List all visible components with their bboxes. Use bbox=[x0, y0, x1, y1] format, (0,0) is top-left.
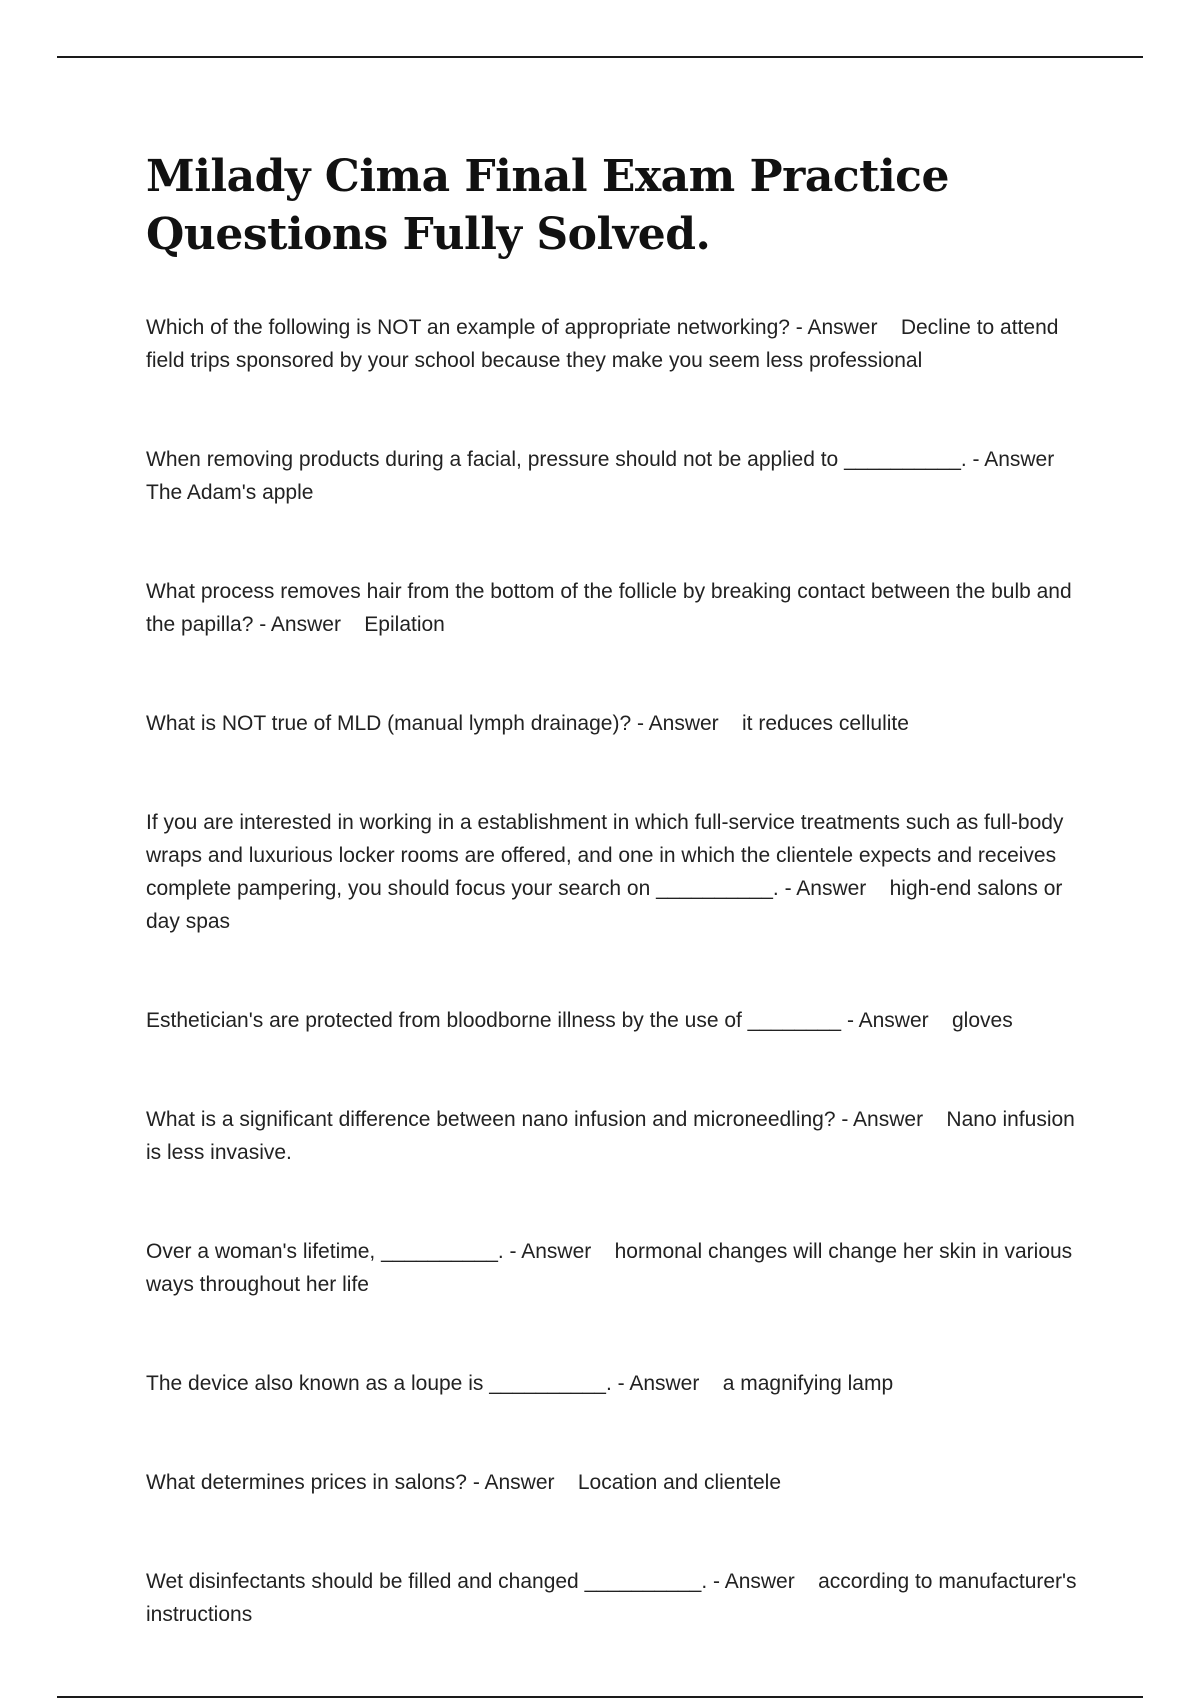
question-text: What is NOT true of MLD (manual lymph drainage)? - Answer bbox=[146, 712, 719, 735]
bottom-rule bbox=[57, 1696, 1143, 1698]
question-text: Over a woman's lifetime, __________. - Answer bbox=[146, 1240, 592, 1263]
qa-item bbox=[146, 1235, 1086, 1301]
answer-text: Nano infusion is less invasive. bbox=[146, 1108, 1081, 1164]
answer-text: Epilation bbox=[364, 613, 445, 636]
qa-item bbox=[146, 1103, 1086, 1169]
qa-item bbox=[146, 1565, 1086, 1631]
question-text: Esthetician's are protected from bloodborne illness by the use of ________ - Answer bbox=[146, 1009, 929, 1032]
answer-text: it reduces cellulite bbox=[742, 712, 909, 735]
answer-text: Location and clientele bbox=[577, 1471, 782, 1494]
qa-item bbox=[146, 1466, 1086, 1499]
question-text: If you are interested in working in a establishment in which full-service treatments such as full-body wraps and luxurious locker rooms are offered, and one in which the clientele expects and receives complete pampering, you should focus your search on __________. - Answer bbox=[146, 811, 1070, 900]
document-title: Milady Cima Final Exam Practice Questions Fully Solved. bbox=[146, 151, 949, 260]
qa-item bbox=[146, 443, 1086, 509]
qa-item bbox=[146, 707, 1086, 740]
question-text: When removing products during a facial, pressure should not be applied to __________. - Answer bbox=[146, 448, 1055, 471]
question-text: What is a significant difference between nano infusion and microneedling? - Answer bbox=[146, 1108, 924, 1131]
qa-item bbox=[146, 311, 1086, 377]
answer-text: The Adam's apple bbox=[146, 481, 314, 504]
document-body bbox=[146, 148, 1086, 1631]
qa-item bbox=[146, 575, 1086, 641]
qa-item bbox=[146, 1367, 1086, 1400]
question-text: What process removes hair from the bottom of the follicle by breaking contact between the bulb and the papilla? - Answer bbox=[146, 580, 1078, 636]
answer-text: high-end salons or day spas bbox=[146, 877, 1069, 933]
answer-text: hormonal changes will change her skin in various ways throughout her life bbox=[146, 1240, 1079, 1296]
qa-item bbox=[146, 1004, 1086, 1037]
answer-text: gloves bbox=[951, 1009, 1013, 1032]
top-rule bbox=[57, 56, 1143, 58]
answer-text: Decline to attend field trips sponsored by your school because they make you seem less professional bbox=[146, 316, 1065, 372]
question-text: What determines prices in salons? - Answer bbox=[146, 1471, 555, 1494]
question-text: Wet disinfectants should be filled and changed __________. - Answer bbox=[146, 1570, 795, 1593]
answer-text: a magnifying lamp bbox=[722, 1372, 894, 1395]
qa-list bbox=[146, 311, 1086, 1631]
qa-item bbox=[146, 806, 1086, 938]
question-text: Which of the following is NOT an example of appropriate networking? - Answer bbox=[146, 316, 878, 339]
answer-text: according to manufacturer's instructions bbox=[146, 1570, 1083, 1626]
question-text: The device also known as a loupe is __________. - Answer bbox=[146, 1372, 700, 1395]
